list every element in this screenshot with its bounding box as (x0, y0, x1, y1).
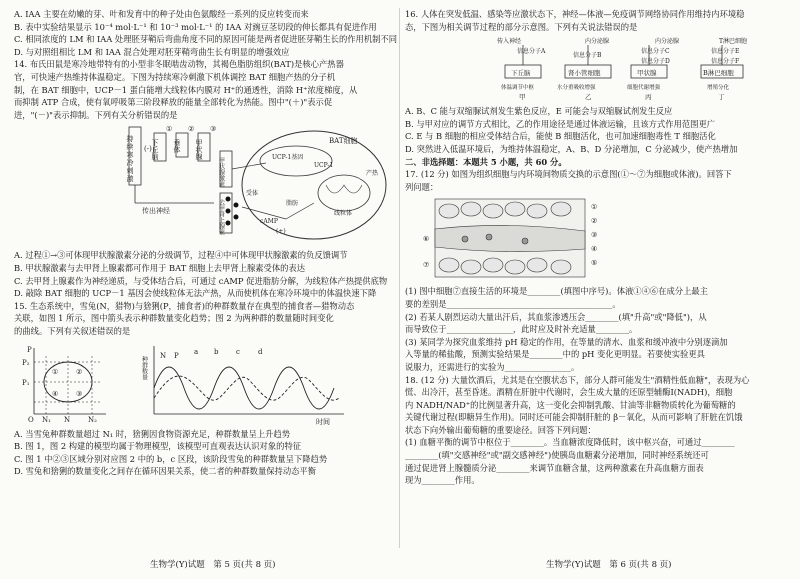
q17-part-line: 入等量的稀盐酸，预测实验结果是________中的 pH 变化更明显。若要使实验更具 (405, 349, 705, 360)
q17-stem-line: 列问题： (405, 181, 439, 192)
fig1-label-2: ② (188, 125, 195, 134)
fig3-out-4: 增殖分化 (707, 85, 730, 92)
q17-part-line: (3) 某同学为探究血浆维持 pH 稳定的作用，在等量的清水、血浆和缓冲液中分别逐滴加 (405, 336, 728, 347)
q18-part-line: ________(填"交感神经"或"副交感神经")使胰岛血糖素分泌增加，同时神经系统还可 (405, 450, 709, 461)
fig1-plus-sign: (+) (276, 228, 286, 236)
fig2-caption-1 (62, 425, 73, 426)
fig1-mitochondrion: 线粒体 (334, 210, 353, 218)
fig2-caption-2 (234, 425, 245, 426)
q13-option-c: C. 相同浓度的 LM 和 IAA 处理胚芽鞘后弯曲角度不同的原因可能是两者促进胚芽鞘生长的作用机制不同 (14, 34, 398, 45)
q14-stem-line: 官，可快速产热维持体温稳定。下图为持续寒冷刺激下机体调控 BAT 细胞产热的分子机 (14, 71, 336, 82)
fig1-pituitary: 垂体 (173, 139, 181, 154)
fig4-label-5: ⑤ (591, 259, 598, 268)
fig3-signal-e: 信息分子E (711, 48, 740, 56)
q18-stem-line: 内 NADH/NAD⁺的比例显著升高，这一变化会抑制乳酸、甘油等非糖物质转化为葡萄糖的 (405, 399, 736, 410)
fig2-region-4: ④ (52, 389, 59, 398)
fig3-out-1: 体温调节中枢 (501, 85, 535, 92)
q15-option-b: B. 图 1，图 2 构建的模型均属于物理模型，该模型可直观表达认识对象的特征 (14, 441, 302, 452)
q14-option-d: D. 敲除 BAT 细胞的 UCP－1 基因会使线粒体无法产热，从而使机体在寒冷环境中的体温快速下降 (14, 288, 377, 299)
q15-stem-line: 的曲线。下列有关叙述错误的是 (14, 325, 131, 336)
q16-option-a: A. B、C 能与双缩脲试剂发生紫色反应，E 可能会与双缩脲试剂发生反应 (405, 106, 673, 117)
q14-option-b: B. 甲状腺激素与去甲肾上腺素都可作用于 BAT 细胞上去甲肾上腺素受体的表达 (14, 262, 306, 273)
fig2-seg-d: d (258, 347, 263, 356)
fig3-signal-f: 信息分子F (711, 58, 740, 66)
fig2-xlabel: 时间 (316, 417, 330, 426)
fig1-thyroid-hormone: 甲状腺激素 (217, 157, 225, 188)
q13-option-d: D. 与对照组相比 LM 和 IAA 混合处理对胚芽鞘弯曲生长有明显的增强效应 (14, 46, 290, 57)
fig3-b-cell: B淋巴细胞 (703, 69, 734, 78)
q15-stem-line: 15. 生态系统中，雪兔(N，猎物)与猞猁(P，捕食者)的种群数量存在典型的捕食者—猎物动态 (14, 300, 355, 311)
q17-part-line: (2) 若某人剧烈运动大量出汗后，其血浆渗透压会________(填"升高"或"降低")，从 (405, 311, 707, 322)
fig2-n-label: N (64, 415, 71, 424)
fig2-seg-a: a (194, 347, 199, 356)
right-column (405, 8, 790, 487)
q14-stem-line: 进，"(－)"表示抑制。下列有关分析错误的是 (14, 109, 178, 120)
fig1-fat: 脂肪 (286, 200, 299, 208)
fig1-thyroid: 甲状腺 (195, 139, 203, 161)
fig1-label-1: ① (166, 125, 173, 134)
q14-option-c: C. 去甲肾上腺素作为神经递质，与受体结合后，可通过 cAMP 促进脂肪分解，为线粒体产热提供底物 (14, 275, 388, 286)
fig1-ucp-protein: UCP-1 (314, 162, 334, 170)
fig2-region-1: ① (52, 367, 59, 376)
fig2-n1: N₁ (42, 415, 51, 424)
fig1-bat-cell: BAT细胞 (329, 137, 358, 146)
q17-part-line: 说服力，还需进行的实验为________________。 (405, 361, 580, 372)
q16-stem-line: 16. 人体在突发低温、感染等应激状态下，神经—体液—免疫调节网络协同作用维持内环境稳 (405, 9, 745, 19)
q14-option-a: A. 过程①→③可体现甲状腺激素分泌的分级调节，过程④中可体现甲状腺激素的负反馈调节 (14, 250, 348, 261)
q17-figure (405, 195, 790, 283)
fig4-label-4: ④ (591, 245, 598, 254)
q15-option-a: A. 当雪兔种群数量超过 N₁ 时，猞猁因食物资源充足，种群数量呈上升趋势 (14, 428, 291, 439)
q14-stem-line: 14. 布氏田鼠是寒冷地带特有的小型非冬眠啮齿动物，其褐色脂肪组织(BAT)是核心产热器 (14, 59, 344, 70)
fig2-curve-n: N (160, 351, 167, 360)
fig2-p1: P₁ (22, 378, 30, 387)
q17-part-line: 而导致位于________________，此时应及时补充适量________。 (405, 324, 638, 335)
fig3-label-ding: 丁 (718, 93, 725, 102)
fig3-signal-a: 信息分子A (517, 48, 546, 56)
fig3-t-cell: T淋巴细胞 (719, 38, 748, 46)
fig1-norepinephrine: 去甲肾上腺素 (217, 199, 225, 236)
fig3-endocrine-2: 内分泌腺 (655, 38, 680, 46)
fig2-region-3: ③ (76, 389, 83, 398)
q18-part-line: 现为________作用。 (405, 475, 480, 486)
q15-stem-line: 关联，如图 1 所示，图中箭头表示种群数量变化趋势；图 2 为两种群的数量随时间变化 (14, 313, 334, 324)
fig3-label-jia: 甲 (519, 93, 526, 102)
fig3-endocrine-1: 内分泌腺 (585, 38, 610, 46)
fig3-out-3: 细胞代谢增强 (627, 85, 661, 92)
q18-stem-line: 关键代谢过程(即糖异生作用)。同时还可能会抑制肝脏的 β－氧化，从而可影响了肝脏在饥饿 (405, 412, 743, 423)
fig2-seg-c: c (236, 347, 240, 356)
fig3-thyroid: 甲状腺 (637, 69, 657, 78)
q18-stem-line: 18. (12 分) 大量饮酒后，尤其是在空腹状态下，部分人群可能发生"酒精性低血糖"，表现为心 (405, 374, 750, 385)
fig2-origin: O (28, 415, 34, 424)
fig2-p2: P₂ (22, 358, 30, 367)
neuro-endocrine-immune-diagram (405, 35, 790, 103)
q13-option-a: A. IAA 主要在幼嫩的芽、叶和发育中的种子处由色氨酸经一系列的反应转变而来 (14, 9, 309, 19)
fig1-minus-sign: (-) (144, 145, 152, 154)
fig2-curve-p: P (174, 351, 179, 360)
fig4-label-2: ② (591, 217, 598, 226)
fig1-heat: 产热 (366, 170, 379, 178)
fig3-signal-c: 信息分子C (641, 48, 670, 56)
left-column (14, 8, 399, 478)
q15-option-d: D. 雪兔和猞猁的数量变化之间存在循环因果关系，使二者的种群数量保持动态平衡 (14, 466, 317, 477)
q13-option-b: B. 表中实验结果显示 10⁻⁴ mol·L⁻¹ 和 10⁻³ mol·L⁻¹ 的 IAA 对豌豆茎切段的伸长都具有促进作用 (14, 21, 377, 32)
page-footer-left: 生物学(Y)试题 第 5 页(共 8 页) (150, 560, 276, 570)
q18-stem-line: 慌、出冷汗，甚至昏迷。酒精在肝脏中代谢时，会生成大量的还原型辅酶Ⅰ(NADH)，细胞 (405, 387, 733, 398)
fig1-camp: cAMP (260, 218, 278, 226)
fig4-label-6: ⑥ (423, 235, 430, 244)
fig2-axis-p: P (27, 345, 32, 354)
fig3-hypothalamus: 下丘脑 (511, 69, 531, 78)
fig2-region-2: ② (76, 367, 83, 376)
fig3-signal-b: 信息分子B (573, 52, 602, 60)
q18-part-line: 通过促进肾上腺髓质分泌________来调节血糖含量，这两种激素在升高血糖方面表 (405, 462, 704, 473)
bat-regulation-diagram (14, 123, 399, 247)
q18-part-line: (1) 血糖平衡的调节中枢位于________。当血糖浓度降低时，该中枢兴奋，可通过________ (405, 437, 735, 448)
fig3-label-yi: 乙 (585, 93, 592, 102)
fig2-n2: N₂ (88, 415, 97, 424)
column-divider (399, 8, 400, 548)
fig1-ucp-gene: UCP-1基因 (272, 154, 304, 162)
q15-figures (14, 340, 399, 426)
q14-figure (14, 123, 399, 247)
fig3-label-bing: 丙 (645, 93, 652, 102)
q17-part-line: (1) 图中细胞⑦直接生活的环境是________(填图中序号)。体液①④⑥在成分上最主 (405, 286, 708, 297)
fig1-nerve-label: 传出神经 (142, 207, 170, 216)
fig1-hypothalamus: 下丘脑 (151, 139, 159, 161)
fig1-stimulus: 持续寒冷刺激 (126, 135, 134, 184)
section-two-heading: 二、非选择题：本题共 5 小题，共 60 分。 (405, 156, 567, 167)
fig3-signal-d: 信息分子D (641, 58, 670, 66)
q16-stem-line: 态，下图为相关调节过程的部分示意图。下列有关说法错误的是 (405, 21, 638, 32)
q16-figure (405, 35, 790, 103)
fig3-out-2: 水分重吸收增强 (557, 85, 596, 92)
fig4-label-1: ① (591, 203, 598, 212)
q16-option-b: B. 与甲对应的调节方式相比，乙的作用途径是通过体液运输，且该方式作用范围更广 (405, 118, 716, 129)
q15-option-c: C. 图 1 中②③区域分别对应图 2 中的 b，c 区段，该阶段雪兔的种群数量呈下降趋势 (14, 453, 328, 464)
q17-stem-line: 17. (12 分) 如图为组织细胞与内环境间物质交换的示意图(①～⑦为细胞或体液)。回答下 (405, 169, 732, 180)
page-footer-right: 生物学(Y)试题 第 6 页(共 8 页) (546, 560, 672, 570)
fig1-label-3: ③ (210, 125, 217, 134)
fig1-receptor: 受体 (246, 190, 259, 198)
q16-option-d: D. 突然进入低温环境后，为维持体温稳定，A、B、D 分泌增加，C 分泌减少，使产热增加 (405, 143, 738, 154)
q18-stem-line: 状态下向外输出葡萄糖的重要途径。回答下列问题： (405, 424, 596, 435)
fig4-label-7: ⑦ (423, 261, 430, 270)
fig2-seg-b: b (214, 347, 219, 356)
predator-prey-figures (14, 340, 399, 426)
q14-stem-line: 制，在 BAT 细胞中，UCP－1 蛋白能增大线粒体内膜对 H⁺的通透性，消除 H⁺浓度梯度，从 (14, 84, 358, 95)
q17-part-line: 要的差别是________________________________________。 (405, 298, 621, 309)
fig3-afferent: 传入神经 (497, 38, 522, 46)
q16-option-c: C. E 与 B 细胞的相应受体结合后，能使 B 细胞活化，也可加速细胞毒性 T 细胞活化 (405, 131, 716, 142)
fig2-ylabel: 种群数量 (140, 355, 148, 380)
tissue-exchange-diagram (405, 195, 790, 283)
fig4-label-3: ③ (591, 231, 598, 240)
fig3-tubule-cell: 肾小管细胞 (568, 69, 601, 78)
q14-stem-line: 而抑制 ATP 合成，使有氧呼吸第三阶段释放的能量全部转化为热能。图中"(＋)"表示促 (14, 97, 333, 108)
